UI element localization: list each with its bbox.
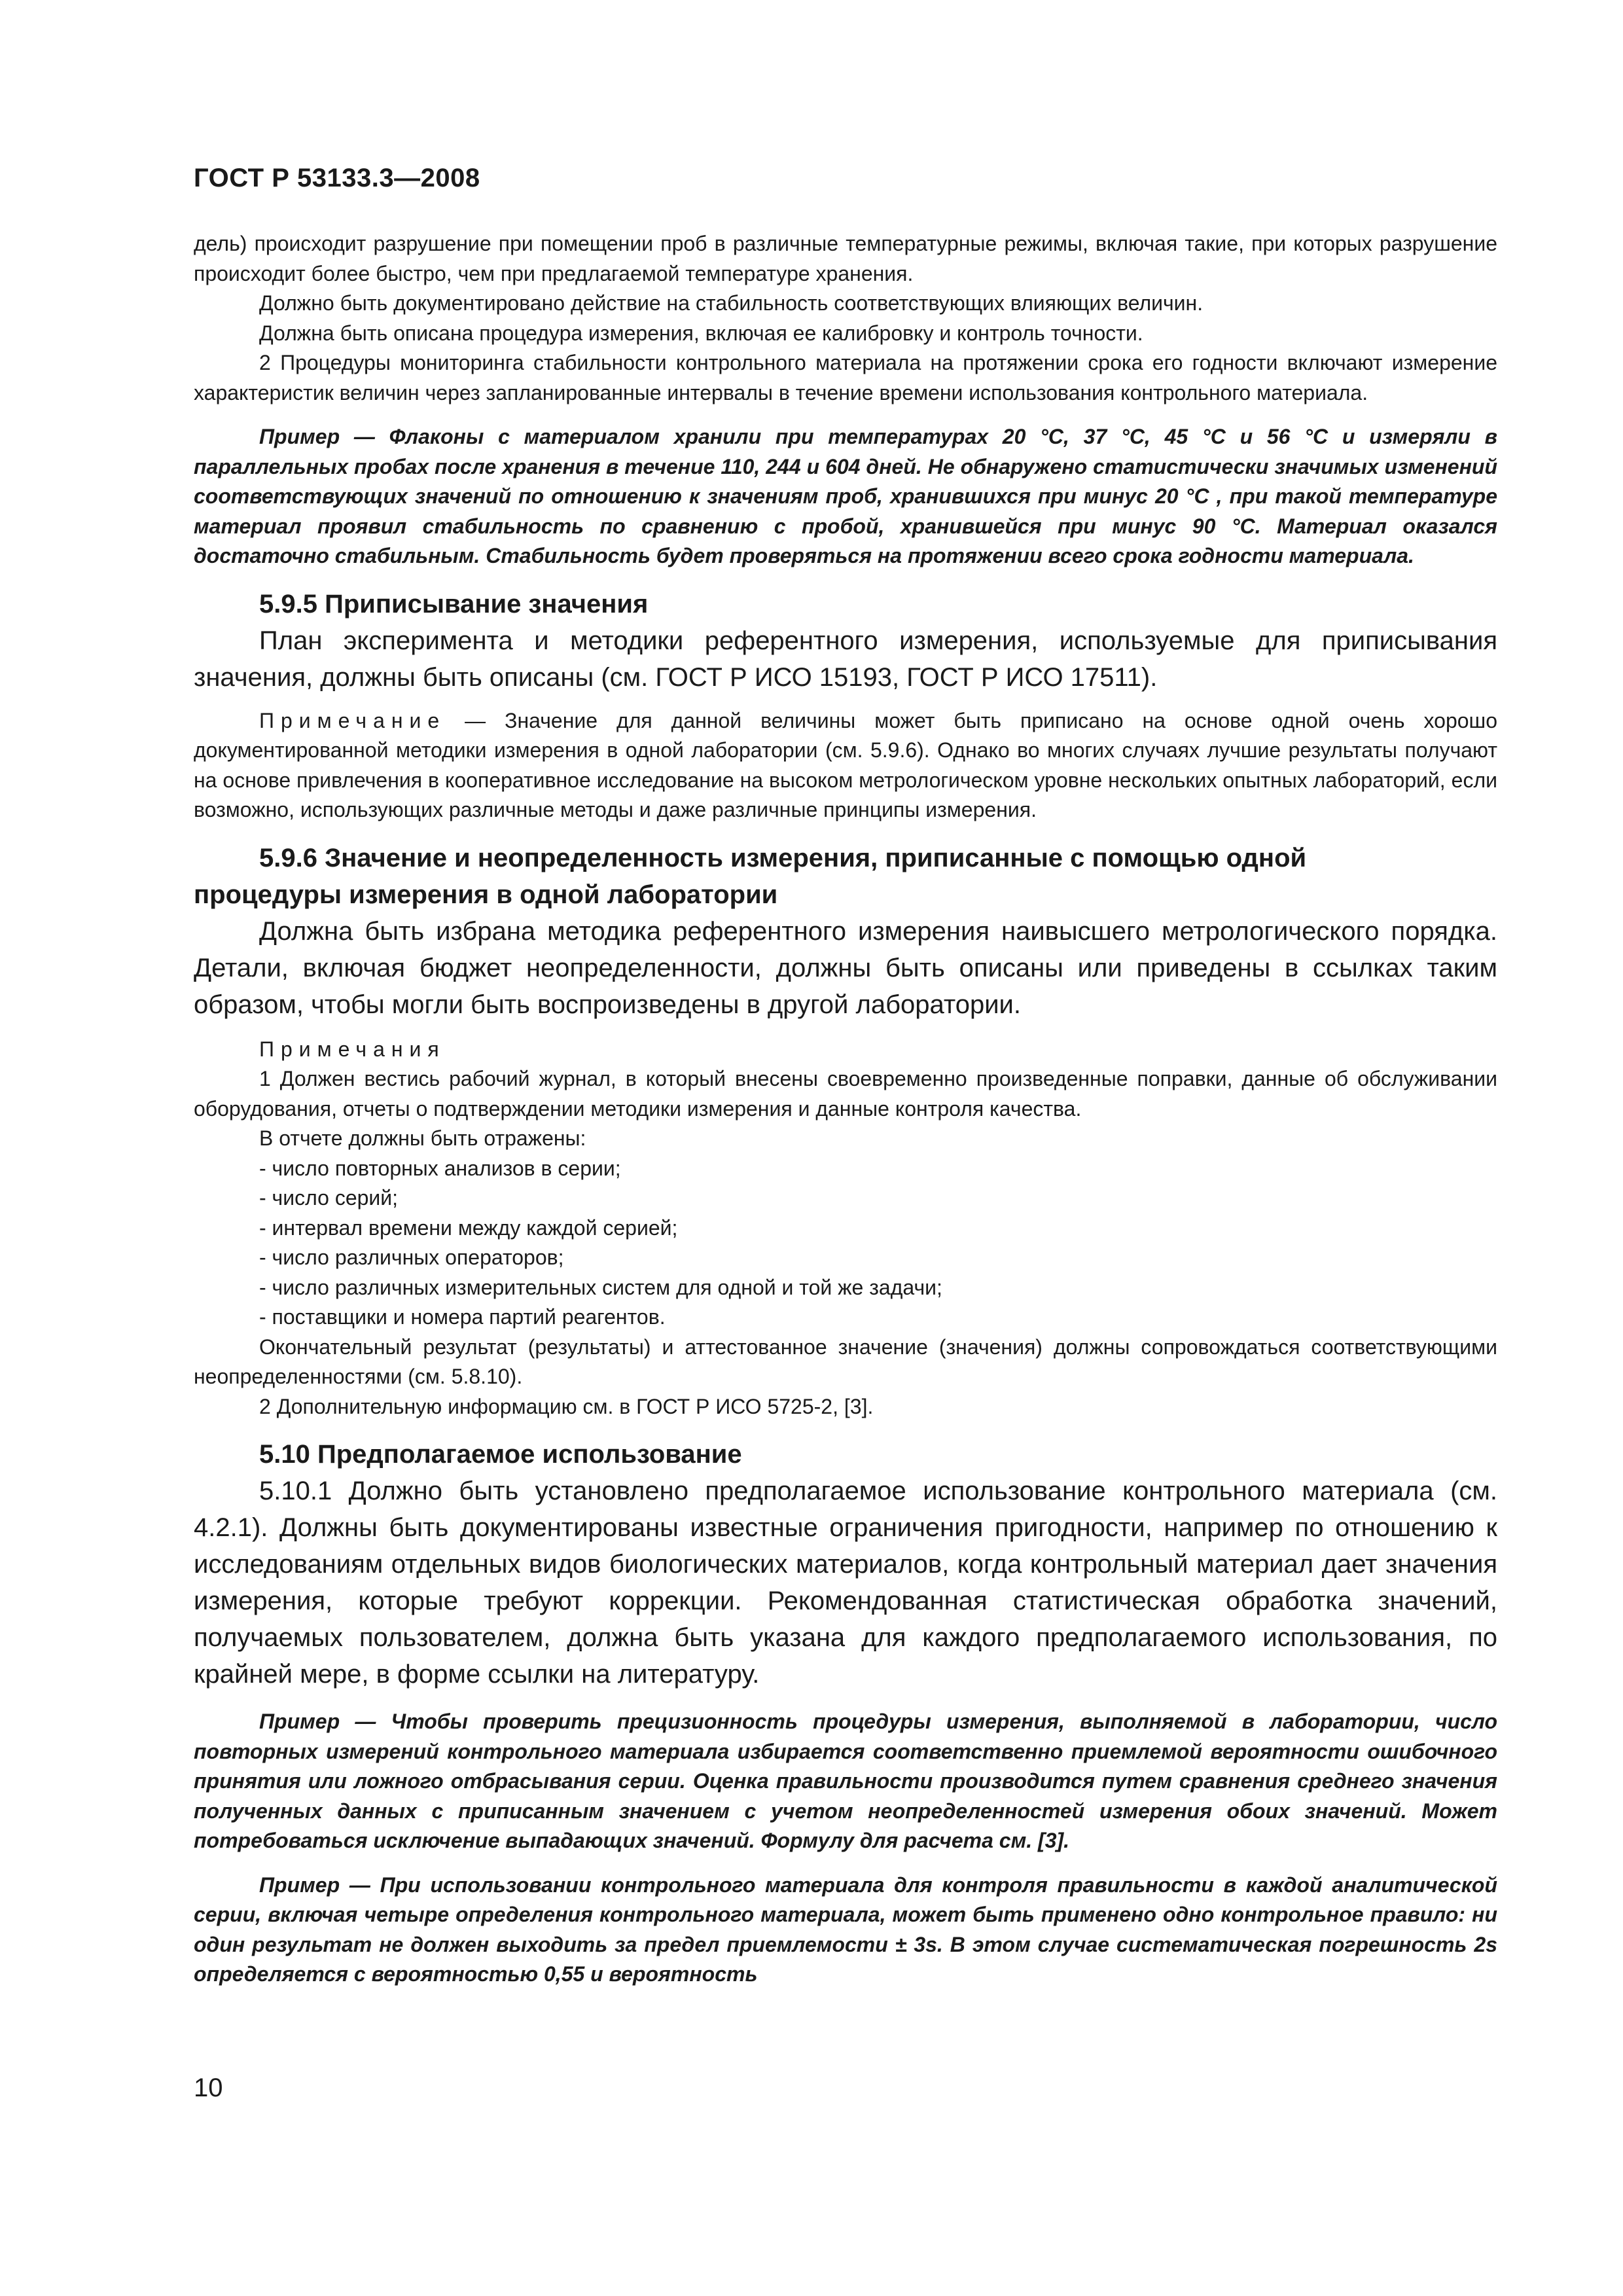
stability-example: Пример — Флаконы с материалом хранили при температурах 20 °С, 37 °С, 45 °С и 56 °С и измеряли в параллельных пробах после хранения в течение 110, 244 и 604 дней. Не обнаружено статистически значимых изменений соответствующих значений по отношению к значениям проб, хранившихся при минус 20 °С , при такой температуре материал проявил стабильность по сравнению с пробой, хранившейся при минус 90 °С. Материал оказался достаточно стабильным. Стабильность будет проверяться на протяжении всего срока годности материала. — [194, 425, 1497, 567]
report-list — [194, 1154, 1497, 1333]
list-item: - поставщики и номера партий реагентов. — [259, 1305, 666, 1329]
section-5-10-heading: 5.10 Предполагаемое использование — [259, 1440, 742, 1469]
section-5-9-6-text: Должна быть избрана методика референтного измерения наивысшего метрологического порядка. Детали, включая бюджет неопределенности, должны быть описаны или приведены в ссылках таким образом, чтобы могли быть воспроизведены в другой лаборатории. — [194, 916, 1497, 1019]
report-intro: В отчете должны быть отражены: — [259, 1126, 586, 1150]
final-result-text: Окончательный результат (результаты) и аттестованное значение (значения) должны сопровождаться соответствующими неопределенностями (см. 5.8.10). — [194, 1335, 1497, 1388]
section-5-10-1-text: 5.10.1 Должно быть установлено предполагаемое использование контрольного материала (см. 4.2.1). Должны быть документированы известные ограничения пригодности, например по отношению к исследованиям отдельных видов биологических материалов, когда контрольный материал дает значения измерения, которые требуют коррекции. Рекомендованная статистическая обработка значений, получаемых пользователем, должна быть указана для каждого предполагаемого использования, по крайней мере, в форме ссылки на литературу. — [194, 1477, 1497, 1689]
trueness-example: Пример — При использовании контрольного материала для контроля правильности в каждой аналитической серии, включая четыре определения контрольного материала, может быть применено одно контрольное правило: ни один результат не должен выходить за предел приемлемости ± 3s. В этом случае систематическая погрешность 2s определяется с вероятностью 0,55 и вероятность — [194, 1873, 1498, 1986]
section-5-9-5-text: План эксперимента и методики референтного измерения, используемые для приписывания значения, должны быть описаны (см. ГОСТ Р ИСО 15193, ГОСТ Р ИСО 17511). — [194, 626, 1497, 692]
notes-label: Примечания — [259, 1037, 446, 1061]
note-text: — Значение для данной величины может быть приписано на основе одной очень хорошо документированной методики измерения в одной лаборатории (см. 5.9.6). Однако во многих случаях лучшие результаты получают на основе привлечения в кооперативное исследование на высоком метрологическом уровне нескольких опытных лабораторий, если возможно, использующих различные методы и даже различные принципы измерения. — [194, 708, 1497, 821]
list-item: - число повторных анализов в серии; — [259, 1156, 621, 1180]
intro-paragraph-3: Должна быть описана процедура измерения, включая ее калибровку и контроль точности. — [259, 321, 1143, 345]
section-5-9-6-heading-line1: 5.9.6 Значение и неопределенность измерения, приписанные с помощью одной — [259, 843, 1307, 872]
precision-example: Пример — Чтобы проверить прецизионность процедуры измерения, выполняемой в лаборатории, число повторных измерений контрольного материала избирается соответственно приемлемой вероятности ошибочного принятия или ложного отбрасывания серии. Оценка правильности производится путем сравнения среднего значения полученных данных с приписанным значением с учетом неопределенностей измерения обоих значений. Может потребоваться исключение выпадающих значений. Формулу для расчета см. [3]. — [194, 1710, 1497, 1852]
page-body — [194, 229, 1497, 1990]
intro-paragraph-2: Должно быть документировано действие на стабильность соответствующих влияющих величин. — [259, 291, 1204, 315]
list-item: - интервал времени между каждой серией; — [259, 1215, 678, 1240]
page-number: 10 — [194, 2073, 223, 2102]
document-header: ГОСТ Р 53133.3—2008 — [194, 164, 480, 192]
intro-paragraph-1: дель) происходит разрушение при помещении проб в различные температурные режимы, включая такие, при которых разрушение происходит более быстро, чем при предлагаемой температуре хранения. — [194, 232, 1497, 285]
list-item: - число различных операторов; — [259, 1246, 564, 1269]
note-2: 2 Дополнительную информацию см. в ГОСТ Р ИСО 5725-2, [3]. — [259, 1394, 874, 1418]
section-5-9-5-note — [194, 706, 1497, 825]
section-5-9-5-heading: 5.9.5 Приписывание значения — [259, 589, 649, 619]
list-item: - число серий; — [259, 1186, 399, 1210]
section-5-9-6-heading-line2: процедуры измерения в одной лаборатории — [194, 880, 778, 909]
list-item: - число различных измерительных систем для одной и той же задачи; — [259, 1275, 942, 1299]
note-label: Примечание — [259, 708, 446, 732]
note-1: 1 Должен вестись рабочий журнал, в который внесены своевременно произведенные поправки, данные об обслуживании оборудования, отчеты о подтверждении методики измерения и данные контроля качества. — [194, 1067, 1497, 1121]
intro-paragraph-4: 2 Процедуры мониторинга стабильности контрольного материала на протяжении срока его годности включают измерение характеристик величин через запланированные интервалы в течение времени использования контрольного материала. — [194, 351, 1497, 404]
